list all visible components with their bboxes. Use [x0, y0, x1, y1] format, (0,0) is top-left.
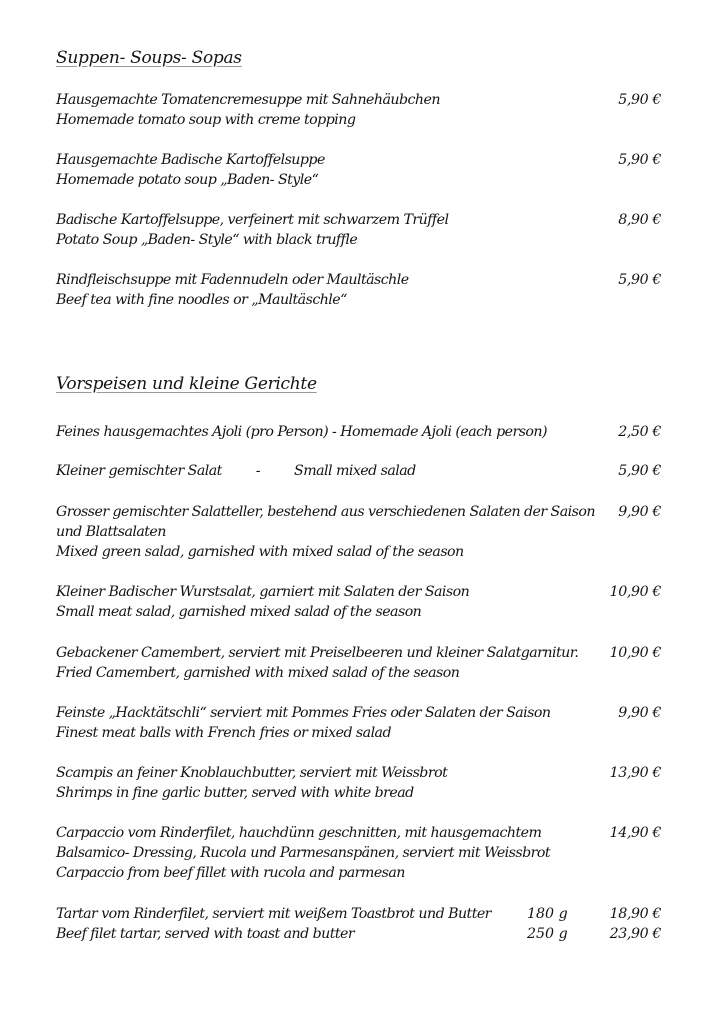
- item-price: 5,90 €: [618, 463, 661, 479]
- menu-item: [56, 823, 666, 883]
- section-heading-soups: Suppen- Soups- Sopas: [56, 48, 242, 68]
- item-name-de: Carpaccio vom Rinderfilet, hauchdünn geschnitten, mit hausgemachtem: [56, 825, 542, 841]
- item-name-de: Gebackener Camembert, serviert mit Preiselbeeren und kleiner Salatgarnitur.: [56, 645, 579, 661]
- item-name: [56, 461, 666, 481]
- item-price: 5,90 €: [618, 272, 661, 288]
- item-name-de: Rindfleischsuppe mit Fadennudeln oder Maultäschle: [56, 272, 409, 288]
- item-name-de: Tartar vom Rinderfilet, serviert mit weißem Toastbrot und Butter: [56, 906, 491, 922]
- item-name-en: Finest meat balls with French fries or mixed salad: [56, 725, 392, 741]
- item-name-en: Mixed green salad, garnished with mixed salad of the season: [56, 544, 464, 560]
- menu-item: [56, 904, 666, 944]
- item-weight: 250 g: [527, 926, 568, 942]
- item-name-de: Kleiner Badischer Wurstsalat, garniert mit Salaten der Saison: [56, 584, 470, 600]
- item-name-en: Shrimps in fine garlic butter, served with white bread: [56, 785, 414, 801]
- item-name-en: Potato Soup „Baden- Style“ with black truffle: [56, 232, 358, 248]
- item-price: 5,90 €: [618, 92, 661, 108]
- menu-item: [56, 582, 666, 622]
- item-price: 2,50 €: [618, 424, 661, 440]
- menu-item: [56, 643, 666, 683]
- item-price: 9,90 €: [618, 504, 661, 520]
- item-name: Feines hausgemachtes Ajoli (pro Person) - Homemade Ajoli (each person): [56, 424, 547, 440]
- menu-item: [56, 270, 666, 310]
- menu-item: [56, 461, 666, 481]
- item-name-de: Hausgemachte Badische Kartoffelsuppe: [56, 152, 325, 168]
- item-price: 10,90 €: [609, 584, 661, 600]
- item-name-en: Fried Camembert, garnished with mixed salad of the season: [56, 665, 460, 681]
- item-price: 8,90 €: [618, 212, 661, 228]
- menu-item: [56, 90, 666, 130]
- item-name-en: Homemade potato soup „Baden- Style“: [56, 172, 319, 188]
- menu-item: [56, 422, 666, 442]
- section-heading-starters: Vorspeisen und kleine Gerichte: [56, 374, 317, 394]
- item-price: 13,90 €: [609, 765, 661, 781]
- item-price: 9,90 €: [618, 705, 661, 721]
- menu-item: [56, 703, 666, 743]
- item-name-de-cont: Balsamico- Dressing, Rucola und Parmesanspänen, serviert mit Weissbrot: [56, 845, 551, 861]
- item-name-en: Small meat salad, garnished mixed salad of the season: [56, 604, 422, 620]
- item-name-de: Badische Kartoffelsuppe, verfeinert mit schwarzem Trüffel: [56, 212, 449, 228]
- item-name-en: Carpaccio from beef fillet with rucola and parmesan: [56, 865, 405, 881]
- separator-dash: -: [255, 463, 261, 479]
- item-price: 18,90 €: [609, 906, 661, 922]
- menu-item: [56, 763, 666, 803]
- item-name-en: Small mixed salad: [294, 463, 416, 479]
- menu-item: [56, 502, 666, 562]
- menu-item: [56, 210, 666, 250]
- item-price: 5,90 €: [618, 152, 661, 168]
- item-weight: 180 g: [527, 906, 568, 922]
- item-price: 23,90 €: [609, 926, 661, 942]
- item-name-en: Beef tea with fine noodles or „Maultäschle“: [56, 292, 347, 308]
- item-price: 14,90 €: [609, 825, 661, 841]
- menu-item: [56, 150, 666, 190]
- item-name-en: Beef filet tartar, served with toast and butter: [56, 926, 355, 942]
- item-name-de: Kleiner gemischter Salat: [56, 463, 222, 479]
- item-name-de: Feinste „Hacktätschli“ serviert mit Pommes Fries oder Salaten der Saison: [56, 705, 551, 721]
- item-price: 10,90 €: [609, 645, 661, 661]
- item-name-de-cont: und Blattsalaten: [56, 524, 166, 540]
- item-name-en: Homemade tomato soup with creme topping: [56, 112, 356, 128]
- item-name-de: Grosser gemischter Salatteller, bestehend aus verschiedenen Salaten der Saison: [56, 504, 595, 520]
- item-name-de: Hausgemachte Tomatencremesuppe mit Sahnehäubchen: [56, 92, 440, 108]
- item-name-de: Scampis an feiner Knoblauchbutter, serviert mit Weissbrot: [56, 765, 448, 781]
